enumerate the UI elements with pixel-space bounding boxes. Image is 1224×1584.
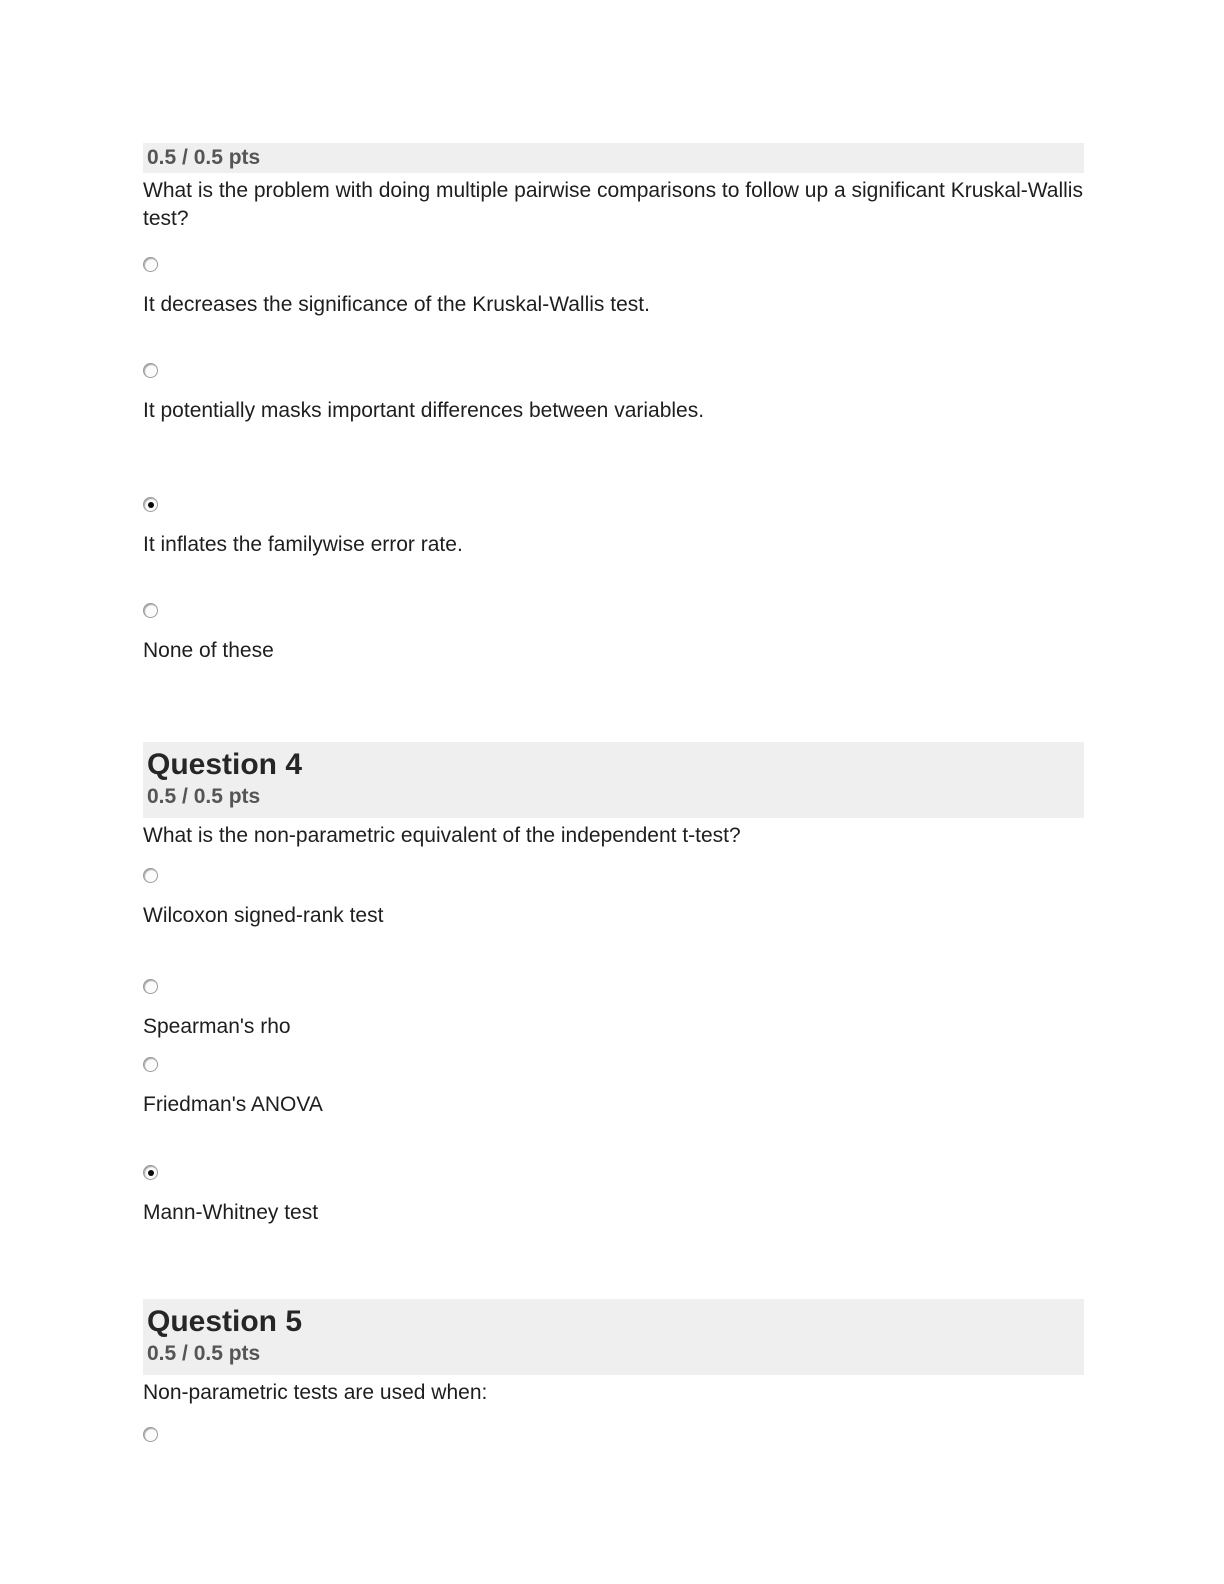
option-label: It potentially masks important differences between variables.	[143, 399, 705, 422]
question-3-points-bar	[143, 143, 1084, 173]
radio-button[interactable]	[143, 1427, 158, 1442]
question-4-points: 0.5 / 0.5 pts	[147, 785, 261, 808]
question-3-option-3	[143, 497, 1084, 558]
radio-button[interactable]	[143, 979, 158, 994]
question-4-option-4	[143, 1165, 1084, 1226]
quiz-content	[143, 143, 1084, 1445]
question-5-section	[143, 1299, 1084, 1445]
radio-button[interactable]	[143, 363, 158, 378]
radio-button[interactable]	[143, 868, 158, 883]
option-label: It inflates the familywise error rate.	[143, 533, 463, 556]
question-3-points: 0.5 / 0.5 pts	[147, 146, 261, 169]
question-5-option-1	[143, 1427, 1084, 1445]
option-label: It decreases the significance of the Kruskal-Wallis test.	[143, 293, 650, 316]
question-3-text: What is the problem with doing multiple pairwise comparisons to follow up a significant Kruskal-Wallis test?	[143, 179, 1083, 230]
radio-button[interactable]	[143, 257, 158, 272]
option-label: Mann-Whitney test	[143, 1201, 319, 1224]
question-3-option-1	[143, 257, 1084, 318]
question-4-title: Question 4	[147, 748, 303, 781]
question-4-option-2	[143, 979, 1084, 1040]
question-4-text: What is the non-parametric equivalent of the independent t-test?	[143, 824, 741, 847]
option-label: None of these	[143, 639, 274, 662]
radio-button[interactable]	[143, 497, 158, 512]
question-3-option-2	[143, 363, 1084, 424]
radio-button[interactable]	[143, 1165, 158, 1180]
question-5-header-bar	[143, 1299, 1084, 1375]
radio-button[interactable]	[143, 603, 158, 618]
question-5-text: Non-parametric tests are used when:	[143, 1381, 488, 1404]
question-4-section	[143, 742, 1084, 1226]
option-label: Friedman's ANOVA	[143, 1093, 323, 1116]
question-5-title: Question 5	[147, 1305, 303, 1338]
question-4-option-3	[143, 1057, 1084, 1118]
question-4-option-1	[143, 868, 1084, 929]
question-3-option-4	[143, 603, 1084, 664]
question-5-points: 0.5 / 0.5 pts	[147, 1342, 261, 1365]
question-3-section	[143, 143, 1084, 664]
question-4-header-bar	[143, 742, 1084, 818]
option-label: Spearman's rho	[143, 1015, 291, 1038]
radio-button[interactable]	[143, 1057, 158, 1072]
option-label: Wilcoxon signed-rank test	[143, 904, 384, 927]
